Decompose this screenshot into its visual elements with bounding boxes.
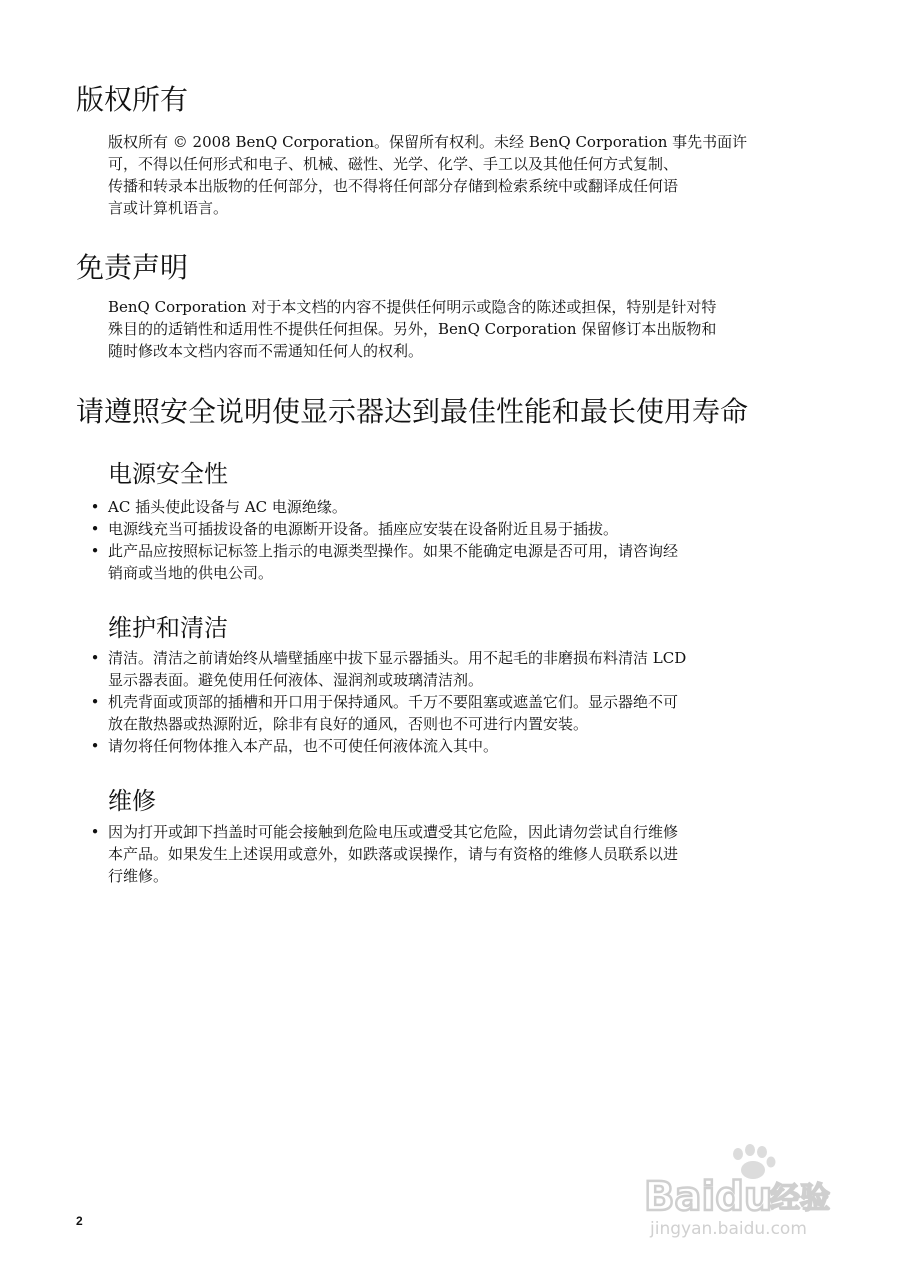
list-item-text: 此产品应按照标记标签上指示的电源类型操作。如果不能确定电源是否可用，请咨询经	[108, 542, 679, 560]
bullet-icon: •	[90, 520, 100, 538]
list-item-text: 本产品。如果发生上述误用或意外，如跌落或误操作，请与有资格的维修人员联系以进	[108, 845, 679, 863]
bullet-icon: •	[90, 649, 100, 667]
list-item	[88, 540, 808, 584]
copyright-paragraph	[108, 131, 808, 219]
bullet-icon: •	[90, 693, 100, 711]
copyright-line: 言或计算机语言。	[108, 199, 229, 217]
disclaimer-line: 殊目的的适销性和适用性不提供任何担保。另外，BenQ Corporation 保留修订本出版物和	[108, 320, 717, 338]
bullet-icon: •	[90, 823, 100, 841]
power-safety-heading: 电源安全性	[108, 460, 228, 488]
service-list	[88, 821, 808, 887]
disclaimer-line: BenQ Corporation 对于本文档的内容不提供任何明示或隐含的陈述或担保，特别是针对特	[108, 298, 717, 316]
baidu-jingyan-watermark	[640, 1140, 860, 1240]
list-item-text: 行维修。	[108, 867, 169, 885]
list-item-text: 显示器表面。避免使用任何液体、湿润剂或玻璃清洁剂。	[108, 671, 484, 689]
care-heading: 维护和清洁	[108, 614, 228, 642]
list-item-text: AC 插头使此设备与 AC 电源绝缘。	[108, 498, 347, 516]
list-item	[88, 496, 808, 518]
service-heading: 维修	[108, 787, 156, 815]
bullet-icon: •	[90, 498, 100, 516]
list-item-text: 机壳背面或顶部的插槽和开口用于保持通风。千万不要阻塞或遮盖它们。显示器绝不可	[108, 693, 679, 711]
list-item-text: 销商或当地的供电公司。	[108, 564, 274, 582]
disclaimer-paragraph	[108, 296, 808, 362]
care-list	[88, 647, 808, 757]
list-item	[88, 735, 808, 757]
list-item-text: 因为打开或卸下挡盖时可能会接触到危险电压或遭受其它危险，因此请勿尝试自行维修	[108, 823, 679, 841]
list-item	[88, 821, 808, 887]
page-number: 2	[76, 1214, 83, 1228]
list-item	[88, 647, 808, 691]
copyright-heading: 版权所有	[76, 83, 189, 116]
disclaimer-heading: 免责声明	[76, 251, 189, 284]
copyright-line: 可，不得以任何形式和电子、机械、磁性、光学、化学、手工以及其他任何方式复制、	[108, 155, 679, 173]
watermark-brand: Baidu	[644, 1174, 773, 1220]
power-safety-list	[88, 496, 808, 584]
list-item-text: 放在散热器或热源附近，除非有良好的通风，否则也不可进行内置安装。	[108, 715, 589, 733]
bullet-icon: •	[90, 542, 100, 560]
watermark-cn: 经验	[770, 1181, 830, 1216]
list-item-text: 电源线充当可插拔设备的电源断开设备。插座应安装在设备附近且易于插拔。	[108, 520, 619, 538]
bullet-icon: •	[90, 737, 100, 755]
copyright-line: 传播和转录本出版物的任何部分，也不得将任何部分存储到检索系统中或翻译成任何语	[108, 177, 679, 195]
list-item	[88, 691, 808, 735]
list-item	[88, 518, 808, 540]
disclaimer-line: 随时修改本文档内容而不需通知任何人的权利。	[108, 342, 424, 360]
list-item-text: 请勿将任何物体推入本产品，也不可使任何液体流入其中。	[108, 737, 499, 755]
list-item-text: 清洁。清洁之前请始终从墙壁插座中拔下显示器插头。用不起毛的非磨损布料清洁 LCD	[108, 649, 687, 667]
watermark-url: jingyan.baidu.com	[650, 1219, 807, 1239]
safety-heading: 请遵照安全说明使显示器达到最佳性能和最长使用寿命	[76, 395, 749, 428]
copyright-line: 版权所有 © 2008 BenQ Corporation。保留所有权利。未经 BenQ Corporation 事先书面许	[108, 133, 748, 151]
